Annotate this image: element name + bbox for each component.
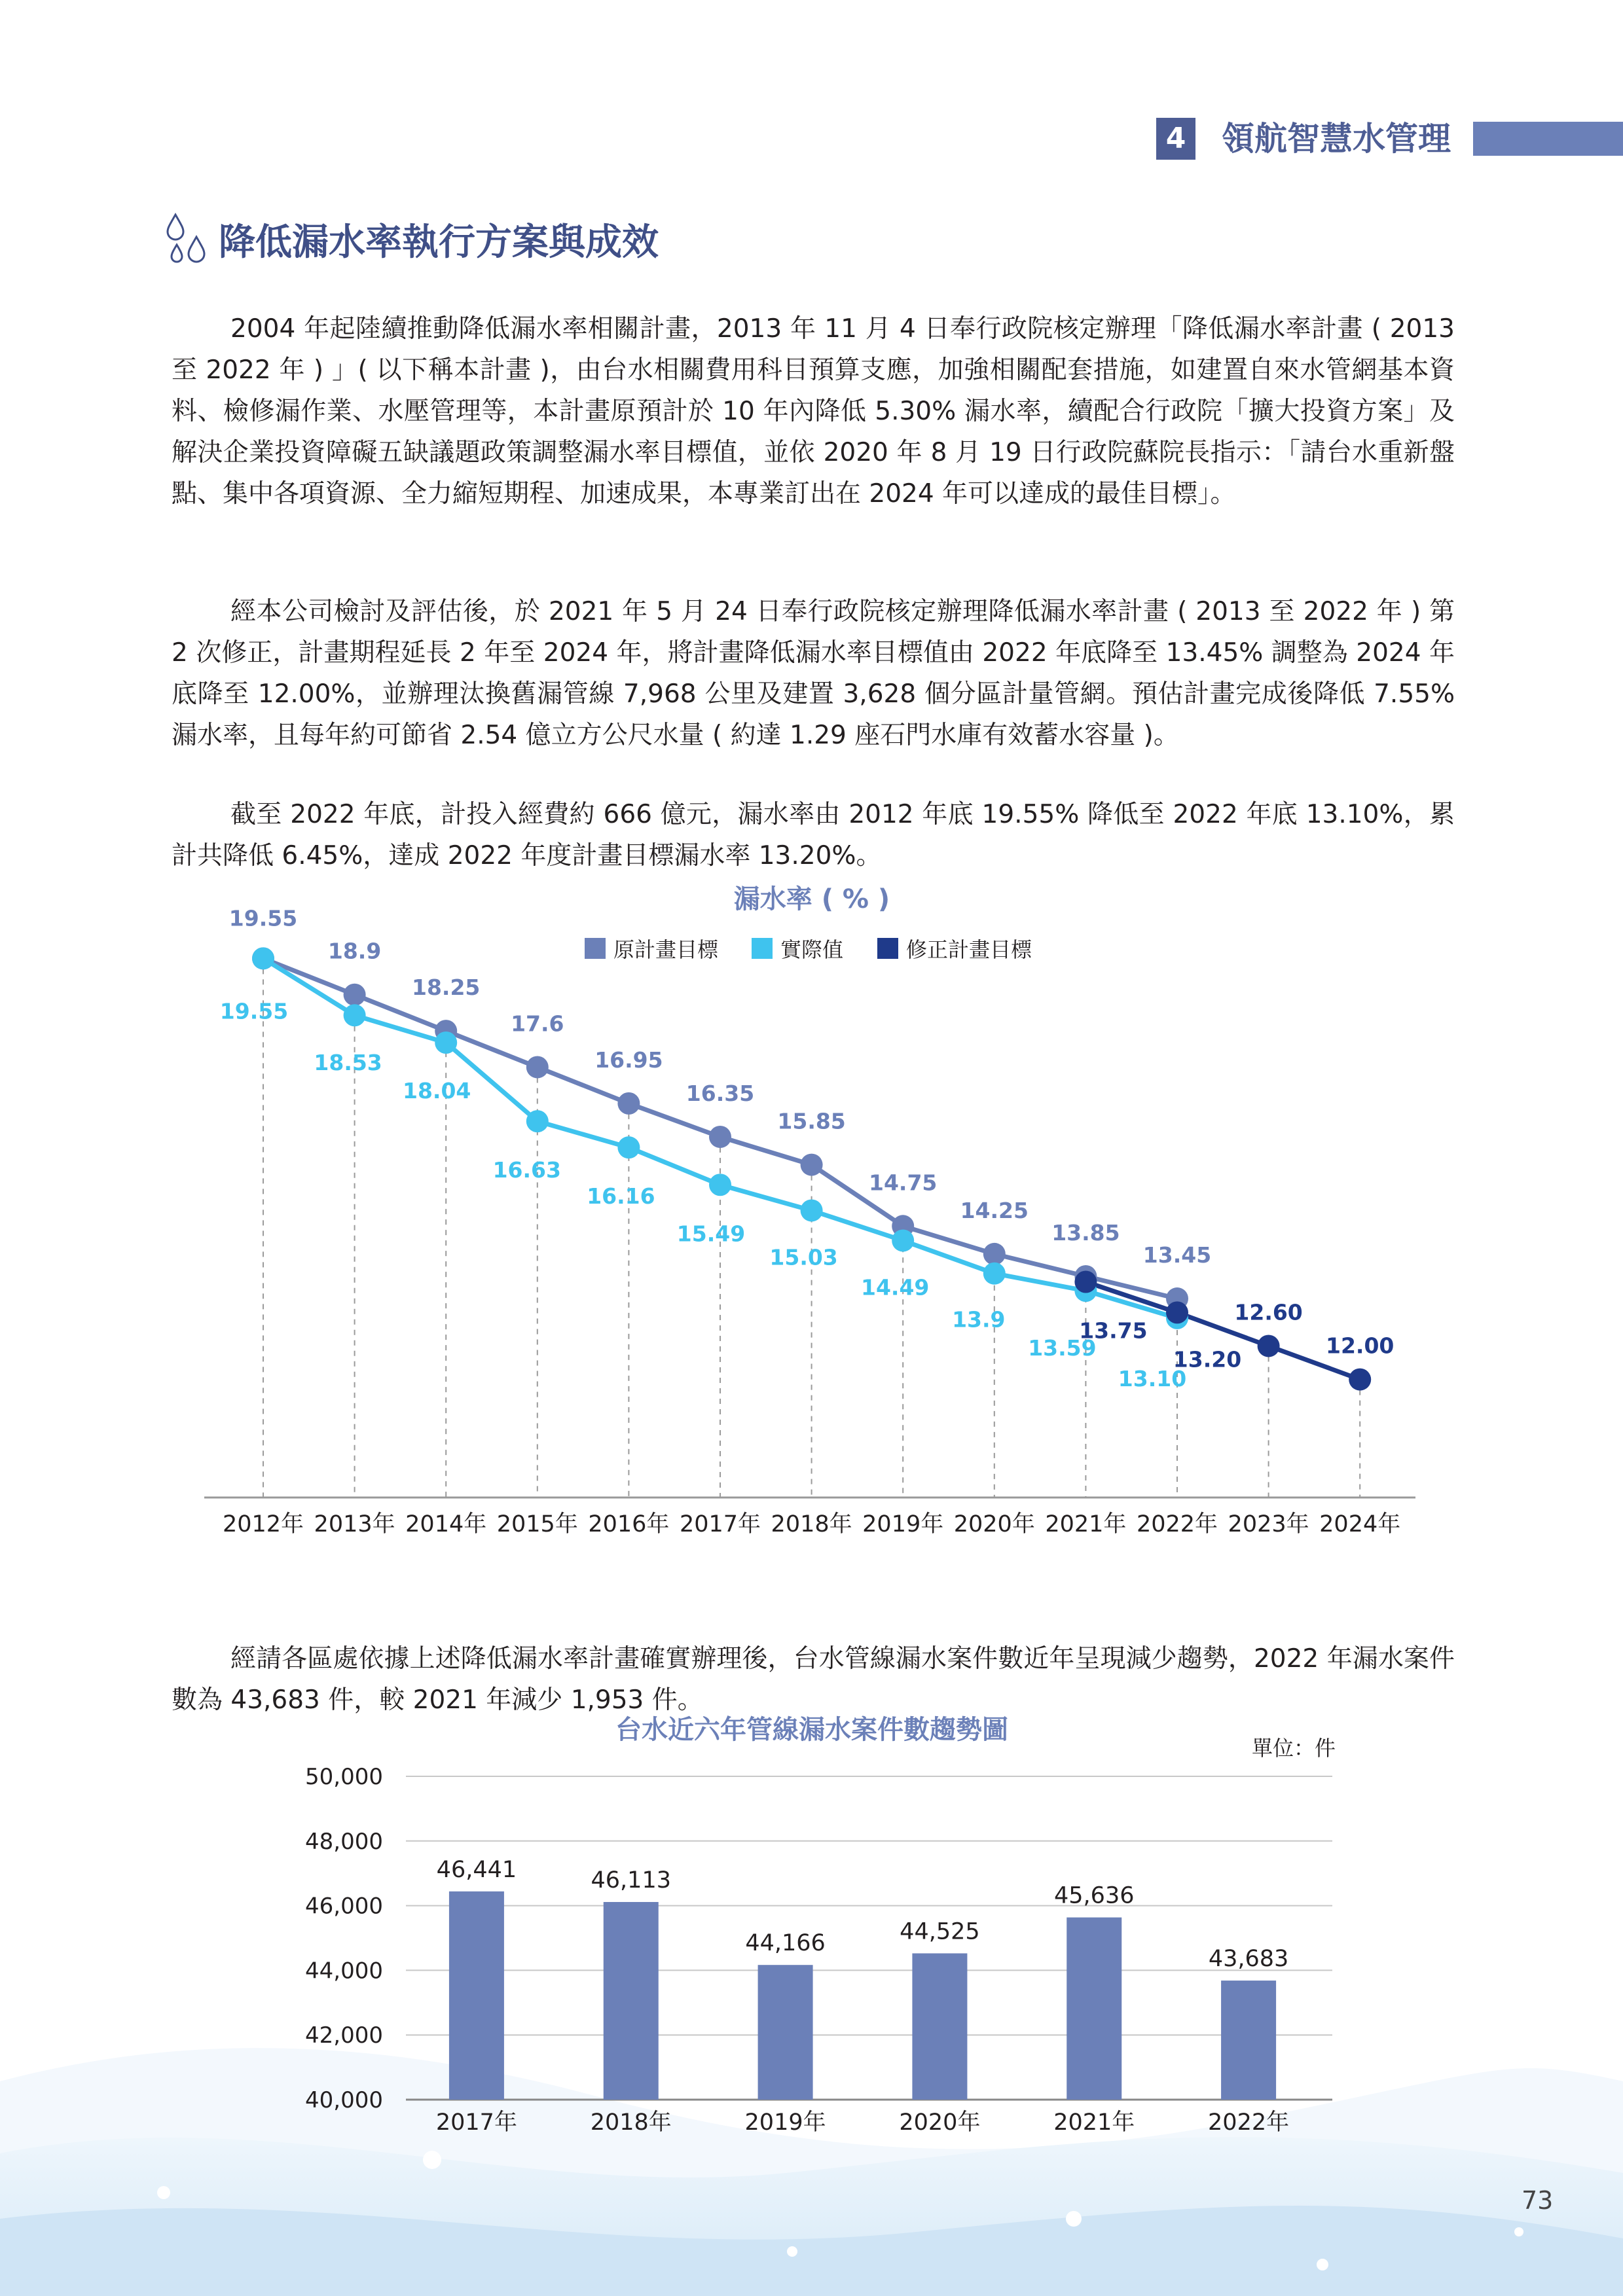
bar-value-0: 46,441 (436, 1856, 517, 1883)
point-s1-3 (526, 1110, 549, 1132)
data-label-s0-7: 14.75 (869, 1170, 938, 1196)
point-s2-9 (1074, 1271, 1097, 1293)
bar-x-tick-2: 2019年 (744, 2109, 826, 2136)
legend-label-1: 實際值 (780, 937, 844, 962)
point-s1-2 (435, 1031, 457, 1054)
data-label-s1-9: 13.59 (1028, 1335, 1097, 1361)
bar-x-tick-0: 2017年 (435, 2109, 517, 2136)
point-s1-1 (344, 1004, 366, 1026)
x-tick-6: 2018年 (771, 1511, 852, 1537)
bar-value-4: 45,636 (1054, 1882, 1135, 1909)
x-tick-8: 2020年 (953, 1511, 1035, 1537)
data-label-s0-8: 14.25 (960, 1197, 1029, 1223)
point-s0-4 (617, 1092, 640, 1115)
x-tick-9: 2021年 (1045, 1511, 1127, 1537)
bar-x-tick-5: 2022年 (1208, 2109, 1290, 2136)
x-tick-0: 2012年 (222, 1511, 304, 1537)
chapter-number: 4 (1156, 118, 1195, 160)
leak-cases-bar-chart (0, 1702, 1623, 2147)
bar-value-1: 46,113 (591, 1867, 671, 1894)
bar-chart-value-labels (437, 1857, 1289, 1972)
line-chart-x-ticks (223, 1511, 1400, 1537)
y-tick-0: 40,000 (305, 2087, 383, 2113)
x-tick-3: 2015年 (496, 1511, 578, 1537)
data-label-s0-6: 15.85 (777, 1108, 846, 1134)
legend-swatch-2 (877, 938, 898, 959)
point-s0-6 (801, 1154, 823, 1176)
bar-4 (1067, 1918, 1122, 2100)
point-s2-11 (1258, 1335, 1280, 1357)
data-label-s0-10: 13.45 (1142, 1242, 1212, 1268)
y-tick-1: 42,000 (305, 2022, 383, 2049)
data-label-s2-12: 12.00 (1326, 1333, 1395, 1359)
legend-swatch-1 (752, 938, 773, 959)
bar-chart-bars-group (449, 1892, 1276, 2100)
data-label-s1-10: 13.10 (1118, 1365, 1187, 1391)
data-label-s0-0: 19.55 (228, 905, 298, 931)
point-s0-1 (344, 984, 366, 1006)
point-s0-3 (526, 1056, 549, 1078)
leak-rate-line-chart (0, 877, 1623, 1558)
point-s1-4 (617, 1136, 640, 1158)
bar-0 (449, 1892, 504, 2100)
point-s1-5 (709, 1174, 731, 1196)
bar-chart-x-ticks (436, 2109, 1289, 2136)
data-label-s1-2: 18.04 (403, 1077, 471, 1103)
bar-chart-gridlines (406, 1776, 1332, 2100)
water-drops-icon (166, 211, 210, 270)
point-s1-0 (252, 947, 274, 969)
x-tick-7: 2019年 (862, 1511, 944, 1537)
x-tick-1: 2013年 (314, 1511, 395, 1537)
bar-5 (1221, 1981, 1276, 2100)
bar-chart-title: 台水近六年管線漏水案件數趨勢圖 (615, 1715, 1008, 1745)
y-tick-4: 48,000 (305, 1828, 383, 1855)
bar-x-tick-1: 2018年 (590, 2109, 672, 2136)
y-tick-5: 50,000 (305, 1764, 383, 1790)
y-tick-3: 46,000 (305, 1893, 383, 1920)
data-label-s2-11: 12.60 (1234, 1299, 1303, 1325)
data-label-s0-1: 18.9 (327, 938, 382, 964)
data-label-s1-5: 15.49 (676, 1221, 746, 1247)
data-label-s1-7: 14.49 (861, 1274, 930, 1300)
data-label-s0-9: 13.85 (1051, 1219, 1120, 1246)
chapter-title: 領航智慧水管理 (1222, 120, 1451, 158)
point-s1-7 (892, 1229, 914, 1251)
x-tick-5: 2017年 (679, 1511, 761, 1537)
data-label-s1-0: 19.55 (219, 998, 289, 1024)
bar-x-tick-3: 2020年 (899, 2109, 981, 2136)
point-s0-8 (983, 1243, 1006, 1265)
paragraph-4: 經請各區處依據上述降低漏水率計畫確實辦理後，台水管線漏水案件數近年呈現減少趨勢，2022 年漏水案件數為 43,683 件，較 2021 年減少 1,953 件。 (172, 1644, 1455, 1715)
paragraph-2: 經本公司檢討及評估後，於 2021 年 5 月 24 日奉行政院核定辦理降低漏水率計畫 ( 2013 至 2022 年 ) 第 2 次修正，計畫期程延長 2 年至 2024 年，將計畫降低漏水率目標值由 2022 年底降至 13.45% 調整為 2024 年底降至 12.00%，並辦理汰換舊漏管線 7,968 公里及建置 3,628 個分區計量管網。預估計畫完成後降低 7.55% 漏水率，且每年約可節省 2.54 億立方公尺水量 ( 約達 1.29 座石門水庫有效蓄水容量 )。 (172, 597, 1455, 750)
point-s2-10 (1166, 1301, 1188, 1323)
data-label-s1-6: 15.03 (769, 1244, 838, 1270)
x-tick-12: 2024年 (1319, 1511, 1401, 1537)
bar-chart-unit-label: 單位：件 (1251, 1736, 1336, 1761)
point-s2-12 (1349, 1369, 1371, 1391)
point-s1-6 (801, 1199, 823, 1221)
x-tick-4: 2016年 (588, 1511, 670, 1537)
legend-label-0: 原計畫目標 (613, 937, 719, 962)
x-tick-11: 2023年 (1228, 1511, 1309, 1537)
line-chart-labels-group (220, 905, 1395, 1391)
section-title: 降低漏水率執行方案與成效 (219, 221, 659, 264)
data-label-s0-3: 17.6 (511, 1011, 564, 1037)
data-label-s0-2: 18.25 (412, 975, 481, 1001)
data-label-s2-10: 13.20 (1173, 1346, 1242, 1372)
line-chart-legend (585, 937, 1032, 962)
data-label-s1-8: 13.9 (952, 1306, 1006, 1333)
bar-value-5: 43,683 (1208, 1946, 1289, 1973)
bar-x-tick-4: 2021年 (1053, 2109, 1135, 2136)
data-label-s2-9: 13.75 (1079, 1318, 1148, 1344)
line-chart-title: 漏水率 ( % ) (733, 884, 890, 914)
data-label-s0-5: 16.35 (685, 1080, 755, 1106)
bar-3 (912, 1953, 967, 2100)
data-label-s1-4: 16.16 (587, 1183, 655, 1210)
bar-1 (604, 1902, 659, 2100)
bar-value-3: 44,525 (900, 1918, 980, 1945)
bar-2 (758, 1965, 813, 2100)
data-label-s1-1: 18.53 (314, 1050, 382, 1076)
y-tick-2: 44,000 (305, 1958, 383, 1984)
point-s0-5 (709, 1126, 731, 1148)
data-label-s1-3: 16.63 (492, 1157, 561, 1183)
point-s1-8 (983, 1263, 1006, 1285)
page-number: 73 (1522, 2186, 1554, 2215)
bar-chart-y-ticks (305, 1764, 383, 2113)
paragraph-3: 截至 2022 年底，計投入經費約 666 億元，漏水率由 2012 年底 19.55% 降低至 2022 年底 13.10%，累計共降低 6.45%，達成 2022 年度計畫目標漏水率 13.20%。 (172, 800, 1455, 870)
data-label-s0-4: 16.95 (594, 1047, 663, 1073)
legend-label-2: 修正計畫目標 (906, 937, 1032, 962)
header-bar (1473, 122, 1623, 156)
legend-swatch-0 (585, 938, 606, 959)
x-tick-10: 2022年 (1136, 1511, 1218, 1537)
x-tick-2: 2014年 (405, 1511, 487, 1537)
paragraph-1: 2004 年起陸續推動降低漏水率相關計畫，2013 年 11 月 4 日奉行政院核定辦理「降低漏水率計畫 ( 2013 至 2022 年 ) 」( 以下稱本計畫 )，由台水相關費用科目預算支應，加強相關配套措施，如建置自來水管網基本資料、檢修漏作業、水壓管理等，本計畫原預計於 10 年內降低 5.30% 漏水率，續配合行政院「擴大投資方案」及解決企業投資障礙五缺議題政策調整漏水率目標值，並依 2020 年 8 月 19 日行政院蘇院長指示：「請台水重新盤點、集中各項資源、全力縮短期程、加速成果，本專業訂出在 2024 年可以達成的最佳目標」。 (172, 314, 1455, 509)
bar-value-2: 44,166 (745, 1930, 826, 1957)
